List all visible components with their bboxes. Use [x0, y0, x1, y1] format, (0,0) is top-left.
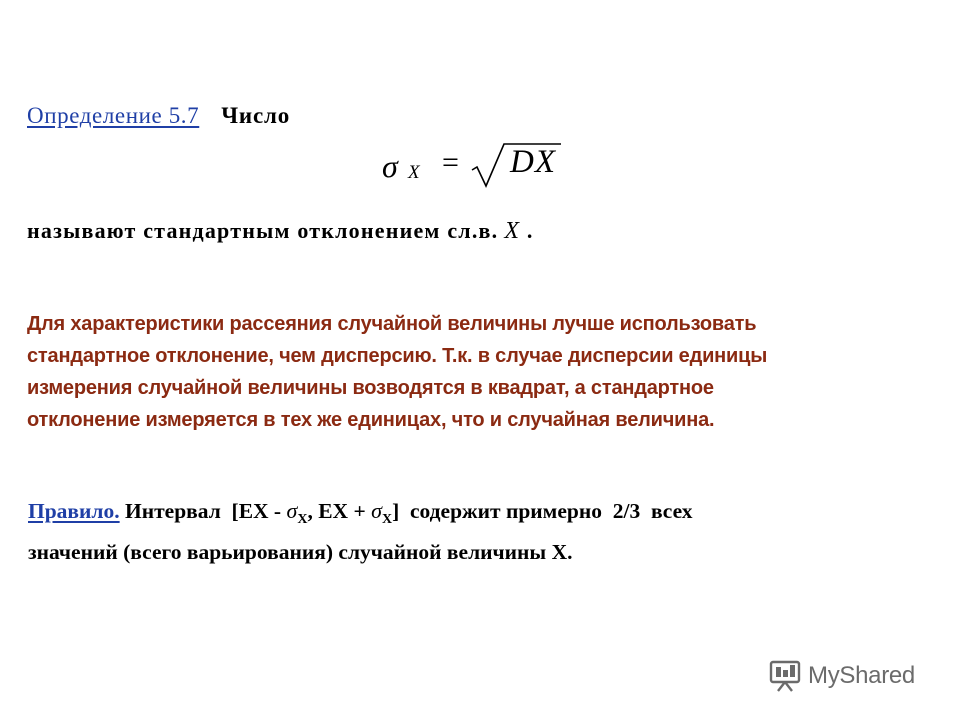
rule-label-link[interactable]: Правило.: [28, 499, 120, 523]
rule-sub-2: X: [381, 512, 393, 527]
rule-line-2: значений (всего варьирования) случайной величины X.: [28, 540, 573, 564]
named-line-variable: X: [504, 218, 521, 244]
definition-label-link[interactable]: Определение 5.7: [27, 103, 200, 128]
formula-radicand: DX: [510, 144, 556, 180]
slideshow-icon: [768, 659, 802, 693]
rule-sigma-2: σ: [371, 498, 382, 523]
definition-word: Число: [221, 103, 290, 128]
paragraph-line: Для характеристики рассеяния случайной величины лучше использовать: [27, 313, 757, 335]
paragraph-line: отклонение измеряется в тех же единицах, что и случайная величина.: [27, 409, 715, 431]
paragraph-line: стандартное отклонение, чем дисперсию. Т.к. в случае дисперсии единицы: [27, 345, 768, 367]
rule-part-2: , EX +: [307, 499, 372, 523]
paragraph-line: измерения случайной величины возводятся в квадрат, а стандартное: [27, 377, 714, 399]
rule-part-1: Интервал [EX -: [119, 499, 287, 523]
named-line-period: .: [526, 218, 534, 243]
rule-sub-1: X: [297, 512, 308, 527]
watermark-text: MyShared: [808, 662, 915, 689]
formula-subscript: X: [408, 162, 420, 183]
rule-line-1: [28, 494, 692, 536]
named-line: [27, 218, 534, 245]
rule-block: [28, 494, 692, 569]
std-deviation-formula: [382, 140, 562, 190]
rule-part-3: ] содержит примерно 2/3 всех: [392, 499, 693, 523]
rule-sigma-1: σ: [286, 498, 298, 523]
myshared-watermark: [768, 656, 915, 696]
formula-equals: =: [442, 146, 459, 179]
formula-sigma: σ: [382, 148, 398, 184]
definition-heading: [27, 103, 290, 129]
named-line-text: называют стандартным отклонением сл.в.: [27, 218, 499, 243]
explanation-paragraph: [27, 308, 947, 436]
